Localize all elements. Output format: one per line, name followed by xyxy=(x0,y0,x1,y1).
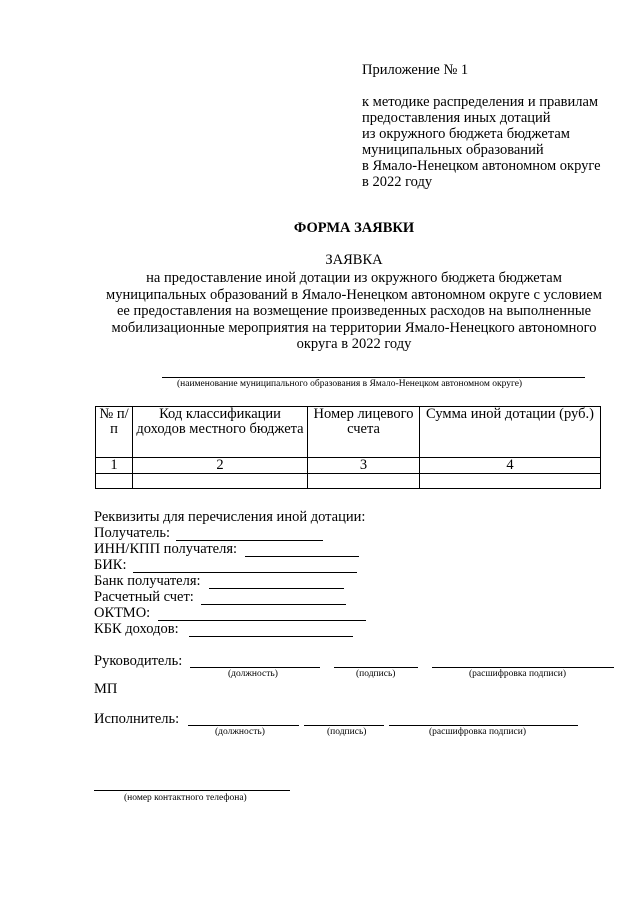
zayavka-heading: ЗАЯВКА xyxy=(325,252,383,268)
kbk-field[interactable] xyxy=(189,636,353,637)
appendix-line: в 2022 году xyxy=(362,174,433,190)
table-row[interactable] xyxy=(96,474,601,489)
table-cell[interactable] xyxy=(420,474,601,489)
zayavka-description xyxy=(60,270,640,353)
header-cell: № п/п xyxy=(96,407,133,458)
kbk-label: КБК доходов: xyxy=(94,621,179,637)
zayavka-line: на предоставление иной дотации из окружного бюджета бюджетам xyxy=(146,270,562,286)
executor-label: Исполнитель: xyxy=(94,711,180,727)
zayavka-line: мобилизационные мероприятия на территории Ямало-Ненецкого автономного xyxy=(111,319,597,336)
phone-field[interactable] xyxy=(94,790,290,791)
zayavka-line: округа в 2022 году xyxy=(296,336,412,352)
appendix-line: в Ямало-Ненецком автономном округе xyxy=(362,158,601,174)
appendix-block xyxy=(362,62,632,190)
number-cell: 3 xyxy=(308,458,420,474)
executor-signature-field[interactable] xyxy=(304,725,384,726)
appendix-line: к методике распределения и правилам xyxy=(362,94,599,110)
oktmo-label: ОКТМО: xyxy=(94,605,151,621)
stamp-label: МП xyxy=(94,681,118,697)
table-cell[interactable] xyxy=(308,474,420,489)
table-cell[interactable] xyxy=(96,474,133,489)
zayavka-line: муниципальных образований в Ямало-Ненецком автономном округе с условием xyxy=(106,286,602,303)
signature-caption: (подпись) xyxy=(356,669,396,679)
number-cell: 4 xyxy=(420,458,601,474)
requisites-title: Реквизиты для перечисления иной дотации: xyxy=(94,509,366,525)
bik-label: БИК: xyxy=(94,557,127,573)
table-number-row xyxy=(96,458,601,474)
position-caption: (должность) xyxy=(215,727,265,737)
head-signature-field[interactable] xyxy=(334,667,418,668)
number-cell: 1 xyxy=(96,458,133,474)
executor-position-field[interactable] xyxy=(188,725,299,726)
inn-kpp-label: ИНН/КПП получателя: xyxy=(94,541,238,557)
account-label: Расчетный счет: xyxy=(94,589,194,605)
decoding-caption: (расшифровка подписи) xyxy=(429,727,526,737)
appendix-title: Приложение № 1 xyxy=(362,62,469,78)
decoding-caption: (расшифровка подписи) xyxy=(469,669,566,679)
form-title: ФОРМА ЗАЯВКИ xyxy=(293,220,415,236)
header-cell: Сумма иной дотации (руб.) xyxy=(420,407,601,458)
header-cell: Номер лицевого счета xyxy=(308,407,420,458)
table-header-row xyxy=(96,407,601,458)
head-decoding-field[interactable] xyxy=(432,667,614,668)
municipality-line[interactable] xyxy=(162,377,585,378)
head-position-field[interactable] xyxy=(190,667,320,668)
appendix-line: предоставления иных дотаций xyxy=(362,110,551,126)
appendix-line: из окружного бюджета бюджетам xyxy=(362,126,570,142)
head-label: Руководитель: xyxy=(94,653,183,669)
executor-decoding-field[interactable] xyxy=(389,725,578,726)
table-cell[interactable] xyxy=(133,474,308,489)
number-cell: 2 xyxy=(133,458,308,474)
municipality-caption: (наименование муниципального образования в Ямало-Ненецком автономном округе) xyxy=(177,379,523,389)
header-cell: Код классификации доходов местного бюджета xyxy=(133,407,308,458)
signature-caption: (подпись) xyxy=(327,727,367,737)
recipient-label: Получатель: xyxy=(94,525,171,541)
zayavka-line: ее предоставления на возмещение произведенных расходов на выполненные xyxy=(116,303,592,319)
phone-caption: (номер контактного телефона) xyxy=(124,793,247,803)
bank-label: Банк получателя: xyxy=(94,573,201,589)
dotation-table xyxy=(95,406,601,489)
position-caption: (должность) xyxy=(228,669,278,679)
appendix-line: муниципальных образований xyxy=(362,142,544,158)
